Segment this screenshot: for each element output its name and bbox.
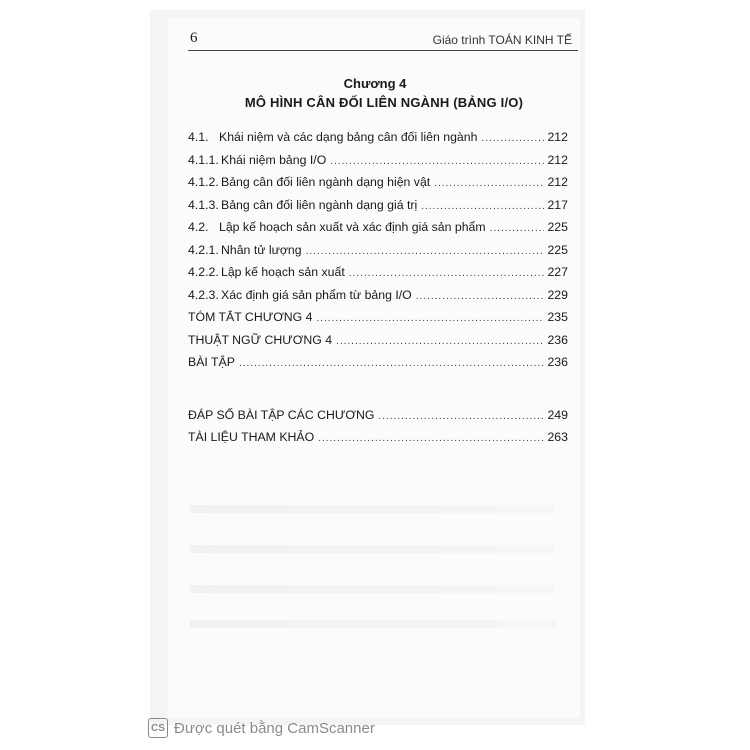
toc-leader [416,291,544,302]
bleed-through-line [190,505,555,513]
toc-page: 249 [547,407,568,422]
toc-leader [349,268,544,279]
toc-row [188,130,568,153]
toc-leader [421,201,544,212]
toc-title: Bảng cân đối liên ngành dạng giá trị [221,197,418,212]
camscanner-watermark [148,718,375,738]
toc-number: 4.1.3. [188,197,219,212]
toc-page: 225 [547,242,568,257]
running-header-title: Giáo trình TOÁN KINH TẾ [432,33,572,47]
toc-leader [336,336,544,347]
toc-row [188,310,568,333]
toc-leader [239,358,544,369]
toc-row [188,355,568,378]
toc-leader [481,133,544,144]
toc-number: 4.2.1. [188,242,219,257]
toc-row [188,430,568,453]
toc-page: 212 [547,175,568,189]
toc-row [188,333,568,356]
toc-row [188,153,568,176]
toc-number: 4.1.1. [188,152,219,167]
camscanner-icon: CS [148,718,168,738]
camscanner-text: Được quét bằng CamScanner [174,719,375,737]
toc-leader [316,313,544,324]
toc-title: TÓM TẮT CHƯƠNG 4 [188,310,313,324]
toc-title: Bảng cân đối liên ngành dạng hiện vật [221,175,431,189]
chapter-title: MÔ HÌNH CÂN ĐỐI LIÊN NGÀNH (BẢNG I/O) [244,95,524,110]
toc-row [188,243,568,266]
header-rule [188,50,578,51]
toc-page: 263 [547,430,568,444]
toc-leader [330,156,544,167]
toc-leader [306,246,544,257]
toc-page: 236 [547,355,568,369]
bleed-through-line [190,620,555,628]
bleed-through-line [190,585,555,593]
toc-page: 225 [547,220,568,234]
toc-title: BÀI TẬP [188,355,235,369]
toc-leader [490,223,544,234]
toc-title: Xác định giá sản phẩm từ bảng I/O [221,287,412,302]
toc-leader [378,411,544,422]
toc-title: Khái niệm bảng I/O [221,152,327,167]
toc-page: 227 [547,265,568,279]
chapter-number: Chương 4 [343,76,407,91]
toc-number: 4.2. [188,220,209,234]
toc-row [188,198,568,221]
toc-title: Nhân tử lượng [221,242,302,257]
toc-leader [318,433,544,444]
toc-number: 4.1.2. [188,175,219,189]
toc-title: THUẬT NGỮ CHƯƠNG 4 [188,332,333,347]
toc-page: 229 [547,287,568,302]
toc-page: 217 [547,197,568,212]
toc-gap [188,378,568,408]
toc-row [188,175,568,198]
page-number: 6 [190,30,198,46]
toc-row [188,220,568,243]
toc-page: 236 [547,332,568,347]
toc-number: 4.1. [188,130,209,144]
toc-title: TÀI LIỆU THAM KHẢO [188,430,315,444]
toc-page: 235 [547,310,568,324]
toc-title: ĐÁP SỐ BÀI TẬP CÁC CHƯƠNG [188,407,375,422]
toc-page: 212 [547,130,568,144]
toc-number: 4.2.2. [188,265,219,279]
bleed-through-line [190,545,555,553]
toc-title: Khái niệm và các dạng bảng cân đối liên ngành [219,130,478,144]
toc-leader [434,178,544,189]
toc-number: 4.2.3. [188,287,219,302]
toc-page: 212 [547,152,568,167]
toc-row [188,288,568,311]
table-of-contents [188,130,568,453]
toc-title: Lập kế hoạch sản xuất và xác định giá sản phẩm [219,220,486,234]
toc-title: Lập kế hoạch sản xuất [221,265,345,279]
toc-row [188,265,568,288]
toc-row [188,408,568,431]
